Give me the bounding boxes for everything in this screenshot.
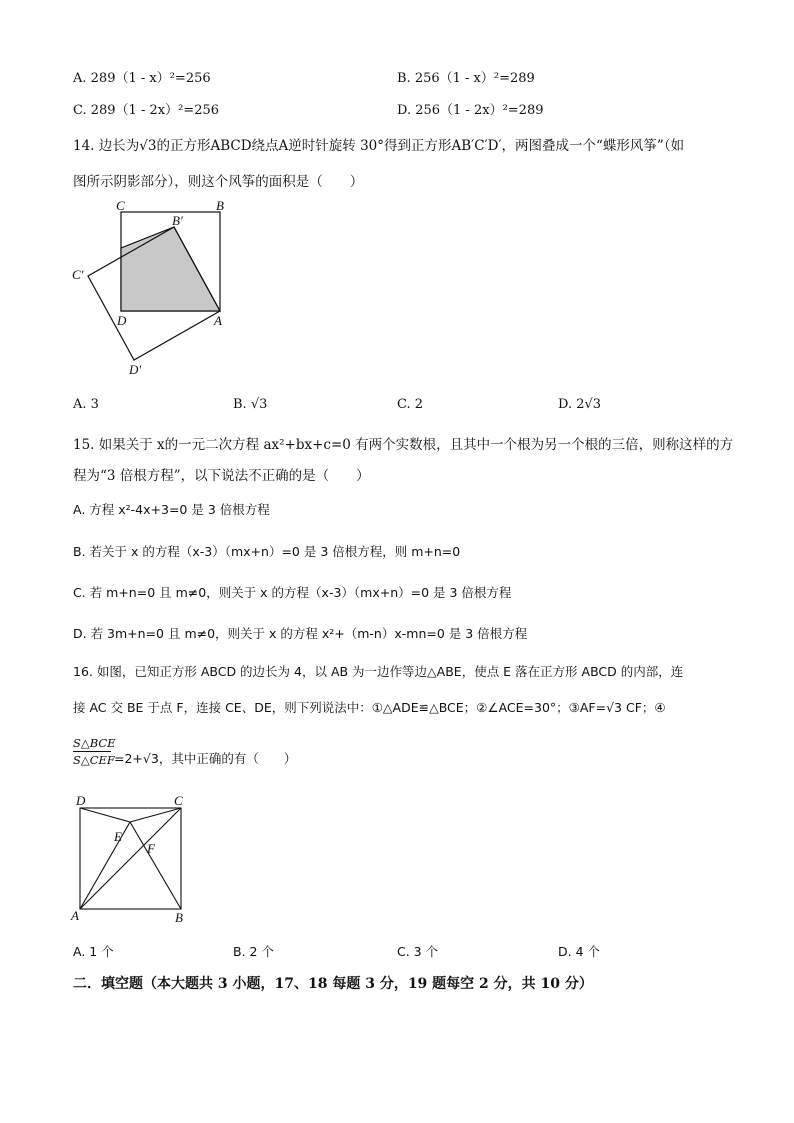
q15-stem-line1: 15. 如果关于 x的一元二次方程 ax²+bx+c=0 有两个实数根，且其中一个根为另一个根的三倍，则称这样的方 — [73, 437, 734, 453]
q14-option-a: A. 3 — [73, 397, 99, 412]
q14-kite-figure — [68, 198, 243, 383]
q16-option-b: B. 2 个 — [233, 944, 274, 959]
q13-option-b: B. 256（1 - x）²=289 — [397, 71, 535, 86]
q14-option-c: C. 2 — [397, 397, 424, 412]
q16-option-a: A. 1 个 — [73, 944, 114, 959]
q14-label-d: D — [117, 313, 127, 328]
q14-stem-line1 — [73, 134, 684, 154]
q14-label-b: B — [216, 198, 224, 213]
q16-square-figure — [68, 792, 193, 927]
q15-option-a: A. 方程 x²-4x+3=0 是 3 倍根方程 — [73, 502, 270, 517]
segment-be — [130, 822, 181, 909]
q16-stem-line2: 接 AC 交 BE 于点 F，连接 CE、DE，则下列说法中：①△ADE≌△BCE；②∠ACE=30°；③AF=√3 CF；④ — [73, 700, 666, 715]
section-2-heading: 二．填空题（本大题共 3 小题，17、18 每题 3 分，19 题每空 2 分，共 10 分） — [73, 976, 593, 992]
q16-label-b: B — [175, 910, 183, 925]
q13-option-d: D. 256（1 - 2x）²=289 — [397, 103, 544, 118]
q16-fraction-numerator: S△BCE — [73, 736, 116, 750]
q13-option-a: A. 289（1 - x）²=256 — [73, 71, 211, 86]
q16-area-fraction — [73, 736, 116, 767]
q14-label-d-prime: D′ — [129, 362, 142, 377]
q14-stem-rest: 的正方形ABCD绕点A逆时针旋转 30°得到正方形AB′C′D′，两图叠成一个“蝶形风筝”（如 — [156, 138, 685, 154]
q15-option-d: D. 若 3m+n=0 且 m≠0，则关于 x 的方程 x²+（m-n）x-mn=0 是 3 倍根方程 — [73, 626, 528, 641]
q16-option-c: C. 3 个 — [397, 944, 439, 959]
q16-stem-line1: 16. 如图，已知正方形 ABCD 的边长为 4，以 AB 为一边作等边△ABE，使点 E 落在正方形 ABCD 的内部，连 — [73, 664, 684, 679]
q16-label-d: D — [76, 793, 86, 808]
q15-option-c: C. 若 m+n=0 且 m≠0，则关于 x 的方程（x-3）（mx+n）=0 是 3 倍根方程 — [73, 585, 512, 600]
q16-fraction-denominator: S△CEF — [73, 753, 115, 767]
q14-label-c-prime: C′ — [72, 267, 84, 282]
segment-de — [80, 808, 130, 822]
q15-option-b: B. 若关于 x 的方程（x-3）（mx+n）=0 是 3 倍根方程，则 m+n=0 — [73, 544, 461, 559]
q14-option-d: D. 2√3 — [558, 397, 602, 412]
q16-label-f: F — [147, 841, 155, 856]
q14-sqrt3: √3 — [139, 138, 157, 154]
q16-label-e: E — [114, 829, 122, 844]
q14-label-b-prime: B′ — [172, 213, 183, 228]
q14-label-a: A — [214, 313, 222, 328]
q14-stem-line2: 图所示阴影部分），则这个风筝的面积是（ ） — [73, 174, 364, 190]
q14-label-c: C — [116, 198, 125, 213]
q15-stem-line2: 程为“3 倍根方程”，以下说法不正确的是（ ） — [73, 468, 370, 484]
kite-shaded-region — [121, 227, 220, 311]
q14-stem-prefix: 14. 边长为 — [73, 138, 140, 154]
q16-label-a: A — [71, 908, 79, 923]
q14-option-b: B. √3 — [233, 397, 268, 412]
segment-ae — [80, 822, 130, 909]
q13-option-c: C. 289（1 - 2x）²=256 — [73, 103, 220, 118]
q16-label-c: C — [174, 793, 183, 808]
q16-option-d: D. 4 个 — [558, 944, 600, 959]
q16-stem-line3: =2+√3，其中正确的有（ ） — [114, 751, 297, 766]
